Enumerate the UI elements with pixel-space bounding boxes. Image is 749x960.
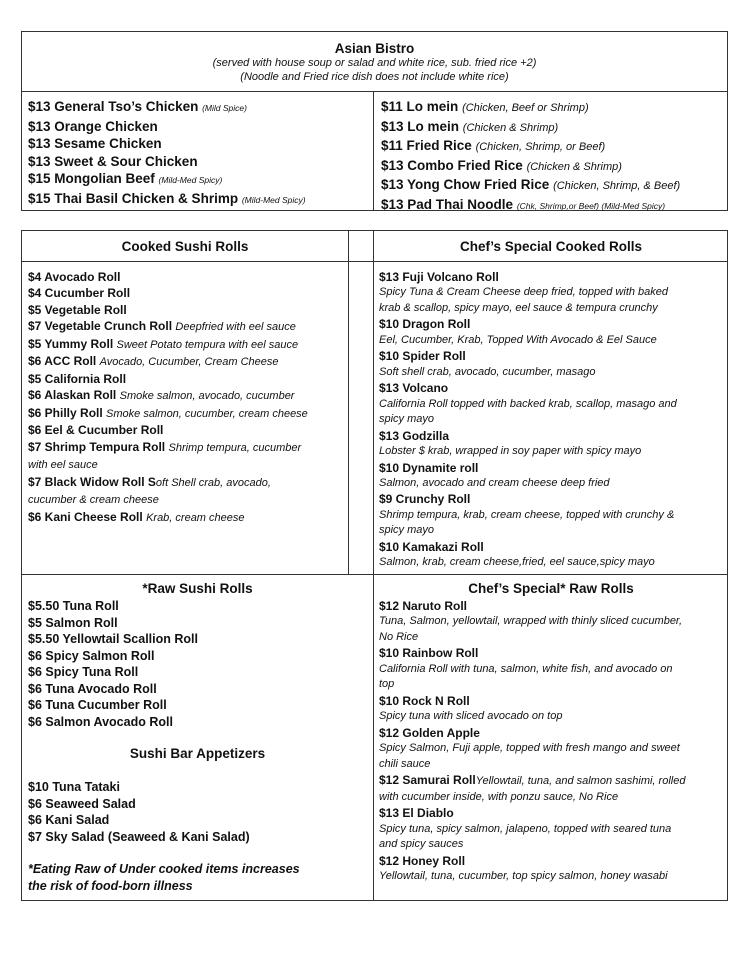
list-item: $12 Golden Apple Spicy Salmon, Fuji apple, topped with fresh mango and sweet chili sauce (379, 725, 680, 770)
list-item: $10 Dragon Roll Eel, Cucumber, Krab, Topped With Avocado & Eel Sauce (379, 317, 657, 346)
asian-bistro-subtitle-2: (Noodle and Fried rice dish does not include white rice) (240, 71, 509, 83)
list-item: $10 Dynamite roll Salmon, avocado and cream cheese deep fried (379, 460, 610, 489)
list-item: $6 Kani Salad (28, 813, 110, 827)
chef-raw-title: Chef’s Special* Raw Rolls (468, 581, 634, 596)
list-item: $5 Vegetable Roll (28, 302, 127, 317)
menu-item: $13 Sesame Chicken (28, 136, 162, 151)
list-item: $9 Crunchy Roll Shrimp tempura, krab, cream cheese, topped with crunchy & spicy mayo (379, 492, 675, 537)
bistro-right-column (381, 98, 680, 215)
list-item: $10 Rock N Roll Spicy tuna with sliced avocado on top (379, 693, 563, 723)
asian-bistro-subtitle-1: (served with house soup or salad and white rice, sub. fried rice +2) (212, 57, 537, 69)
list-item: $4 Avocado Roll (28, 270, 121, 284)
list-item: $13 El Diablo Spicy tuna, spicy salmon, jalapeno, topped with seared tuna and spicy sauces (379, 806, 672, 851)
menu-item: $13 General Tso’s Chicken (Mild Spice) (28, 99, 247, 114)
list-item: $6 Tuna Avocado Roll (28, 681, 157, 696)
menu-item: $15 Mongolian Beef (Mild-Med Spicy) (28, 171, 223, 186)
list-item: $10 Kamakazi Roll Salmon, krab, cream cheese,fried, eel sauce,spicy mayo (379, 539, 655, 569)
list-item: $12 Honey Roll Yellowtail, tuna, cucumber, top spicy salmon, honey wasabi (379, 853, 668, 882)
list-item: $6 Salmon Avocado Roll (28, 714, 173, 729)
column-divider (373, 91, 374, 210)
list-item: $13 Godzilla Lobster $ krab, wrapped in soy paper with spicy mayo (379, 428, 642, 458)
menu-item: $11 Fried Rice (Chicken, Shrimp, or Beef) (381, 138, 606, 153)
chef-cooked-title: Chef’s Special Cooked Rolls (459, 239, 643, 254)
cooked-rolls-list (28, 269, 346, 526)
menu-item: $11 Lo mein (Chicken, Beef or Shrimp) (381, 99, 589, 114)
list-item: $6 ACC Roll Avocado, Cucumber, Cream Cheese (28, 354, 279, 369)
chef-cooked-list (379, 269, 725, 571)
list-item: $7 Black Widow Roll Soft Shell crab, avocado, cucumber & cream cheese (28, 474, 271, 507)
list-item: $6 Spicy Tuna Roll (28, 665, 139, 679)
list-item: $5 California Roll (28, 371, 127, 386)
menu-item: $13 Pad Thai Noodle (Chk, Shrimp,or Beef) (Mild-Med Spicy) (381, 196, 666, 212)
list-item: $10 Rainbow Roll California Roll with tuna, salmon, white fish, and avocado on top (379, 646, 673, 691)
list-item: $6 Philly Roll Smoke salmon, cucumber, cream cheese (28, 405, 308, 420)
list-item: $6 Alaskan Roll Smoke salmon, avocado, cucumber (28, 388, 295, 403)
list-item: $12 Samurai RollYellowtail, tuna, and salmon sashimi, rolled with cucumber inside, with ponzu sauce, No Rice (379, 773, 686, 803)
list-item: $7 Sky Salad (Seaweed & Kani Salad) (28, 829, 250, 844)
menu-item: $13 Yong Chow Fried Rice (Chicken, Shrimp, & Beef) (381, 177, 681, 192)
chef-raw-list (379, 598, 725, 884)
column-divider (373, 231, 374, 900)
menu-item: $13 Lo mein (Chicken & Shrimp) (381, 118, 559, 134)
list-item: $5.50 Tuna Roll (28, 599, 119, 613)
bistro-left-column (28, 98, 306, 209)
menu-item: $15 Thai Basil Chicken & Shrimp (Mild-Med Spicy) (28, 190, 306, 206)
sushi-section (21, 230, 728, 901)
list-item: $6 Seaweed Salad (28, 796, 136, 811)
middle-divider (22, 574, 727, 575)
list-item: $10 Tuna Tataki (28, 780, 120, 794)
list-item: $5 Salmon Roll (28, 615, 118, 630)
list-item: $6 Kani Cheese Roll Krab, cream cheese (28, 509, 245, 524)
list-item: $12 Naruto Roll Tuna, Salmon, yellowtail, wrapped with thinly sliced cucumber, No Rice (379, 599, 683, 643)
list-item: $10 Spider Roll Soft shell crab, avocado, cucumber, masago (379, 349, 596, 378)
list-item: $6 Eel & Cucumber Roll (28, 423, 164, 438)
asian-bistro-section (21, 31, 728, 211)
menu-item: $13 Sweet & Sour Chicken (28, 153, 198, 169)
list-item: $13 Volcano California Roll topped with backed krab, scallop, masago and spicy mayo (379, 381, 677, 426)
raw-rolls-title: *Raw Sushi Rolls (142, 581, 253, 596)
raw-rolls-list (28, 598, 368, 730)
menu-item: $13 Orange Chicken (28, 118, 158, 134)
list-item: $4 Cucumber Roll (28, 286, 131, 301)
list-item: $13 Fuji Volcano Roll Spicy Tuna & Cream Cheese deep fried, topped with baked krab & scallop, spicy mayo, eel sauce & tempura crunchy (379, 270, 669, 314)
header-divider (22, 261, 727, 262)
list-item: $7 Vegetable Crunch Roll Deepfried with eel sauce (28, 319, 296, 334)
cooked-rolls-title: Cooked Sushi Rolls (121, 239, 249, 254)
spacer-divider-left (348, 231, 349, 574)
list-item: $7 Shrimp Tempura Roll Shrimp tempura, cucumber with eel sauce (28, 439, 302, 472)
appetizers-list (28, 779, 368, 845)
list-item: $5.50 Yellowtail Scallion Roll (28, 632, 198, 646)
list-item: $5 Yummy Roll Sweet Potato tempura with eel sauce (28, 336, 299, 351)
asian-bistro-title: Asian Bistro (334, 41, 415, 56)
list-item: $6 Spicy Salmon Roll (28, 648, 155, 663)
list-item: $6 Tuna Cucumber Roll (28, 698, 167, 712)
menu-item: $13 Combo Fried Rice (Chicken & Shrimp) (381, 157, 622, 173)
appetizers-title: Sushi Bar Appetizers (129, 746, 266, 761)
raw-food-warning: *Eating Raw of Under cooked items increases the risk of food-born illness (28, 862, 300, 893)
asian-bistro-header (22, 32, 727, 92)
